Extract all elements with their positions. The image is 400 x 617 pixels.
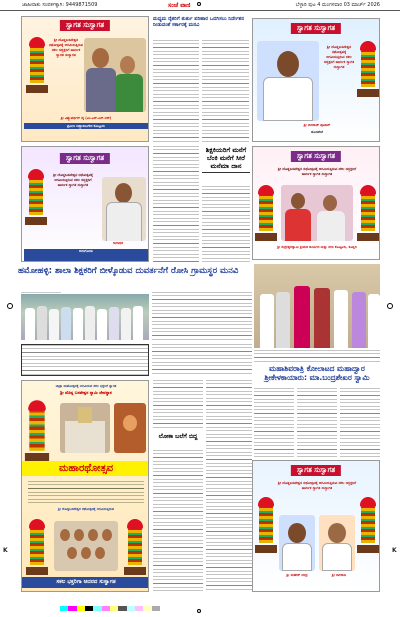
event-photo (254, 264, 380, 348)
ad-line2: ಶ್ರೀ ದೊಡ್ಡ ಬಸವೇಶ್ವರ ಸ್ವಾಮಿ ದೇವಸ್ಥಾನ (60, 390, 112, 395)
ad-big-title: ಮಹಾರಥೋತ್ಸವ (22, 461, 149, 476)
chariot-image (357, 185, 379, 241)
registration-mark (197, 609, 201, 613)
article-text (153, 450, 203, 592)
ad-person-name: ಶ್ರೀ ವಿಷ್ಣುವರ್ಧನ್ ವೈ (ಎಂ.ಎಸ್.ಎನ್.ಆರ್) (60, 116, 112, 120)
ad-rathotsava (21, 380, 149, 592)
registration-mark (387, 303, 393, 309)
ad-person-name-1: ಶ್ರೀ ಮಹೇಶ್ ಚಂದ್ರ (286, 573, 308, 577)
chariot-image (26, 37, 48, 93)
ad-title: ಸ್ವಾಗತ ಸುಸ್ವಾಗತ (60, 153, 110, 164)
chariot-image (255, 185, 277, 241)
article-text (297, 388, 337, 458)
ad-title: ಸ್ವಾಗತ ಸುಸ್ವಾಗತ (291, 465, 341, 476)
ad-text: ಶ್ರೀ ದೊಡ್ಡಬಸವೇಶ್ವರ ರಥೋತ್ಸವಕ್ಕೆ ಆಗಮಿಸುತ್ತಿರುವ ಸಕಲ ಸದ್ಭಕ್ತರಿಗೆ ಹಾರ್ದಿಕ ಸ್ವಾಗತ ಸುಸ್ವಾಗತ (53, 173, 93, 187)
newspaper-logo: ಸಂಜೆ ವಾಣಿ (168, 2, 191, 9)
chariot-image (25, 400, 49, 462)
article-headline: ಮಧ್ಯಮ ರೈತರಿಗೆ ತುರ್ತು ಪರಿಹಾರ ಒದಗಿಸಲು ನಿರ್ದೇಶನ ನೀಡುವಂತೆ ಸರ್ಕಾರಕ್ಕೆ ಮನವಿ (153, 16, 245, 28)
article-text (206, 380, 252, 592)
news-headline: ಲೋಕಾ ಬಲೆಗೆ ಬಿದ್ದ (158, 433, 198, 440)
people-photo (281, 185, 353, 241)
ad-person-sub: ಕುರುಗೋಡು (24, 249, 148, 261)
chariot-image (357, 497, 379, 553)
ad-title: ಸ್ವಾಗತ ಸುಸ್ವಾಗತ (60, 20, 110, 31)
ad-welcome-2 (21, 146, 149, 262)
article-headline: ಮಹಾಶಿವರಾತ್ರಿ ಕೋಲಾಟದ ಮಹಾದ್ವಾರ ಶ್ರೀಕೇಳಕಾಯಾರು: ಮಾ.ಬಂದ್ರಶೇಖರ ಸ್ವಾಮಿ (264, 364, 370, 382)
chariot-image (357, 41, 379, 97)
person-photo-1 (279, 515, 315, 571)
ad-footer: ಸಕಲ ಭಕ್ತರಿಗಾ ಆದರದ ಸುಸ್ವಾಗತ (22, 577, 149, 588)
deity-photo (114, 403, 146, 453)
ad-schedule-text (28, 481, 144, 505)
ad-footer-name: ಶ್ರೀ ರುದ್ರೇಶ್ವರಸ್ವಾಮಿ ಶ್ರೀಮಠ ಕಾರ್ಯದ ಮತ್ತು ನಗರಿ ಕೊಟ್ಟೂರು, ಕೂಡ್ಲಿಗಿ (255, 245, 379, 249)
ad-text: ಶ್ರೀ ದೊಡ್ಡಬಸವೇಶ್ವರ ರಥೋತ್ಸವಕ್ಕೆ ಆಗಮಿಸುತ್ತಿರುವ ಸಕಲ ಸದ್ಭಕ್ತರಿಗೆ ಹಾರ್ದಿಕ ಸ್ವಾಗತ ಸುಸ್ವಾಗತ (277, 481, 357, 490)
article-text (254, 388, 294, 458)
date-line: ಬೆಳ್ಳಾರಿ ಪುಟ 4 ಮಂಗಳವಾರ 03 ಮಾರ್ಚ್ 2026 (295, 2, 380, 8)
boxed-headline: ಶಿಕ್ಷಕಿಯರಿಗೆ ಮನೆಗೆ ಬೆಂಕಿ ಮನೆಗೆ ಸೀರೆ ಮನೆಮಾ ದಾನ (202, 146, 250, 173)
registration-mark (197, 2, 201, 6)
ad-person-sub: ಪ್ರವೀಣ ಅಣ್ಣಾಸಾಬಗೇರ ಕೊಟ್ಟೂರು (24, 123, 148, 129)
article-text (152, 292, 252, 342)
ad-text: ಶ್ರೀ ದೊಡ್ಡಬಸವೇಶ್ವರ ರಥೋತ್ಸವಕ್ಕೆ ಆಗಮಿಸುತ್ತಿರುವ ಸಕಲ ಸದ್ಭಕ್ತರಿಗೆ ಹಾರ್ದಿಕ ಸ್ವಾಗತ ಸುಸ್ವಾಗತ (277, 167, 357, 176)
ad-welcome-1 (21, 16, 149, 142)
crop-mark-right: K (392, 547, 397, 554)
contact-line: ಜಾಹೀರಾತು ಸಂಪರ್ಕಕ್ಕಾಗಿ: 9449871509 (22, 2, 98, 8)
article-text (153, 40, 199, 142)
article-text (340, 388, 380, 458)
article-headline: ಹಮೋಹಳ್ಳಿ: ಶಾಲಾ ಶಿಕ್ಷಕರಿಗೆ ಬೀಳ್ಕೊಡುವ ದುವರ್ತನೆಗೆ ರೋಸಿ ಗ್ರಾಮಸ್ಥರ ಮನವಿ (18, 266, 239, 276)
ad-welcome-6 (252, 460, 380, 592)
couple-photo (84, 38, 146, 112)
ad-title: ಸ್ವಾಗತ ಸುಸ್ವಾಗತ (291, 23, 341, 34)
ad-title: ಸ್ವಾಗತ ಸುಸ್ವಾಗತ (291, 151, 341, 162)
person-photo (102, 177, 146, 241)
ad-person-sub: ಹೊಸಪೇಟೆ (310, 130, 324, 134)
ad-welcome-4 (252, 18, 380, 142)
notice-box (21, 344, 149, 376)
article-text (202, 186, 250, 262)
print-color-bar (60, 606, 160, 611)
chariot-image (25, 169, 47, 225)
article-text (152, 344, 252, 376)
person-photo (257, 41, 319, 121)
photo-caption (254, 350, 380, 362)
article-text (153, 380, 203, 430)
ad-person-name-2: ಶ್ರೀ ನಾಗರಾಜ (331, 573, 347, 577)
chariot-image (26, 519, 48, 575)
article-text (202, 40, 249, 142)
crop-mark-left: K (3, 547, 8, 554)
article-text (153, 146, 199, 262)
ad-welcome-5 (252, 146, 380, 260)
registration-mark (7, 303, 13, 309)
person-photo-2 (319, 515, 355, 571)
group-photo (21, 294, 149, 340)
donors-photo (54, 521, 118, 571)
temple-photo (60, 403, 110, 453)
chariot-image (124, 519, 146, 575)
ad-text: ಶ್ರೀ ದೊಡ್ಡಬಸವೇಶ್ವರ ರಥೋತ್ಸವಕ್ಕೆ ಆಗಮಿಸುತ್ತಿರುವ ಸಕಲ ಸದ್ಭಕ್ತರಿಗೆ ಹಾರ್ದಿಕ ಸ್ವಾಗತ ಸುಸ್ವಾಗತ (323, 45, 355, 69)
ad-person-name: ಶ್ರೀ ನಾಗರಾಜ್ ಪೂಜಾರ್ (303, 123, 331, 127)
ad-text: ಶ್ರೀ ದೊಡ್ಡಬಸವೇಶ್ವರ ರಥೋತ್ಸವಕ್ಕೆ ಆಗಮಿಸುತ್ತಿರುವ ಸಕಲ ಸದ್ಭಕ್ತರಿಗೆ ಹಾರ್ದಿಕ ಸ್ವಾಗತ ಸುಸ್ವಾಗತ (49, 38, 83, 57)
ad-line1: ಜಾತ್ರಾ ಮಹೋತ್ಸವಕ್ಕೆ ಆಗಮಿಸುವ ಸಕಲ ಭಕ್ತರಿಗೆ ಸ್ವಾಗತ (55, 384, 117, 388)
ad-person-name: ಗಂಗಾಧರ (112, 241, 124, 245)
chariot-image (255, 497, 277, 553)
ad-line4: ಶ್ರೀ ದೊಡ್ಡಬಸವೇಶ್ವರ ರಥೋತ್ಸವಕ್ಕೆ ಆಗಮಿಸುತ್ತಿರುವ (57, 507, 115, 511)
